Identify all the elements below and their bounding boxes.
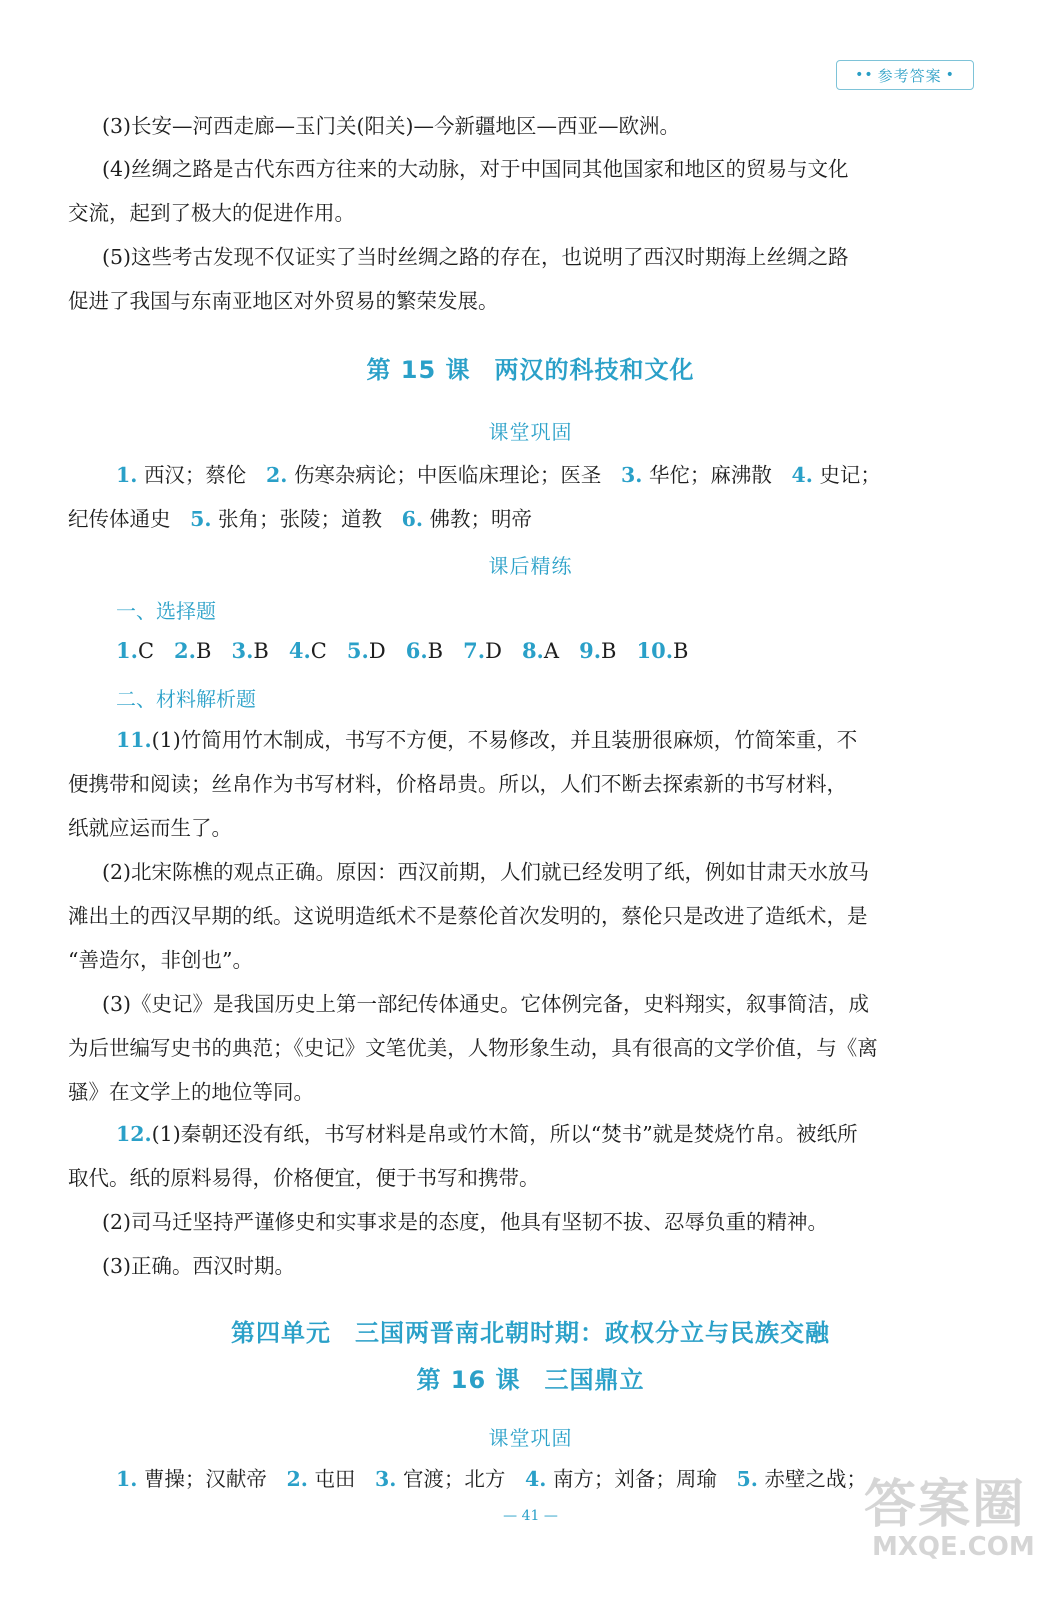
answer-paragraph: (4)丝绸之路是古代东西方往来的大动脉，对于中国同其他国家和地区的贸易与文化 (102, 157, 849, 181)
material-heading: 二、材料解析题 (116, 687, 256, 711)
choice-heading: 一、选择题 (116, 599, 216, 623)
answer-paragraph: 便携带和阅读；丝帛作为书写材料，价格昂贵。所以，人们不断去探索新的书写材料， (68, 772, 847, 796)
unit-title: 第四单元 三国两晋南北朝时期：政权分立与民族交融 (231, 1319, 830, 1347)
answer-paragraph: 为后世编写史书的典范；《史记》文笔优美，人物形象生动，具有很高的文学价值，与《离 (68, 1036, 878, 1060)
answer-paragraph: 骚》在文学上的地位等同。 (68, 1080, 314, 1104)
watermark-site-text: MXQE.COM (872, 1532, 1035, 1562)
answer-paragraph: 交流，起到了极大的促进作用。 (68, 201, 355, 225)
answer-paragraph: 促进了我国与东南亚地区对外贸易的繁荣发展。 (68, 289, 499, 313)
answer-key-badge (836, 60, 974, 90)
badge-label: 参考答案 (877, 66, 942, 85)
section-title-class-consolidation: 课堂巩固 (488, 1426, 573, 1450)
answer-paragraph: (5)这些考古发现不仅证实了当时丝绸之路的存在，也说明了西汉时期海上丝绸之路 (102, 245, 849, 269)
answer-paragraph: (3)正确。西汉时期。 (102, 1254, 296, 1278)
choice-answers: 1.C 2.B 3.B 4.C 5.D 6.B 7.D 8.A 9.B 10.B (116, 638, 689, 663)
lesson-title: 第 16 课 三国鼎立 (416, 1366, 645, 1394)
dot-icon: • (945, 67, 955, 83)
list-item: 1. 曹操；汉献帝 2. 屯田 3. 官渡；北方 4. 南方；刘备；周瑜 5. 赤壁之战； (116, 1467, 867, 1491)
answer-paragraph: 纸就应运而生了。 (68, 816, 232, 840)
watermark-logo-text: 答案圈 (864, 1475, 1027, 1535)
watermark-logo (852, 1462, 1052, 1592)
answer-paragraph: (2)北宋陈樵的观点正确。原因：西汉前期，人们就已经发明了纸，例如甘肃天水放马 (102, 860, 870, 884)
section-title-class-consolidation: 课堂巩固 (488, 420, 573, 444)
page-number: — 41 — (503, 1508, 558, 1524)
section-title-after-class: 课后精练 (488, 554, 573, 578)
answer-paragraph: 12.(1)秦朝还没有纸，书写材料是帛或竹木简，所以“焚书”就是焚烧竹帛。被纸所 (116, 1122, 858, 1146)
answer-paragraph: “善造尔，非创也”。 (68, 948, 253, 972)
list-item: 1. 西汉；蔡伦 2. 伤寒杂病论；中医临床理论；医圣 3. 华佗；麻沸散 4. 史记； (116, 463, 881, 487)
lesson-title: 第 15 课 两汉的科技和文化 (366, 356, 695, 384)
answer-paragraph: 11.(1)竹简用竹木制成，书写不方便，不易修改，并且装册很麻烦，竹简笨重，不 (116, 728, 858, 752)
answer-paragraph: 取代。纸的原料易得，价格便宜，便于书写和携带。 (68, 1166, 540, 1190)
answer-paragraph: (3)长安—河西走廊—玉门关(阳关)—今新疆地区—西亚—欧洲。 (102, 114, 681, 138)
answer-paragraph: (3)《史记》是我国历史上第一部纪传体通史。它体例完备，史料翔实，叙事简洁，成 (102, 992, 870, 1016)
answer-paragraph: (2)司马迁坚持严谨修史和实事求是的态度，他具有坚韧不拔、忍辱负重的精神。 (102, 1210, 829, 1234)
list-item: 纪传体通史 5. 张角；张陵；道教 6. 佛教；明帝 (68, 507, 532, 531)
answer-paragraph: 滩出土的西汉早期的纸。这说明造纸术不是蔡伦首次发明的，蔡伦只是改进了造纸术，是 (68, 904, 868, 928)
dot-icon: •• (855, 67, 874, 83)
